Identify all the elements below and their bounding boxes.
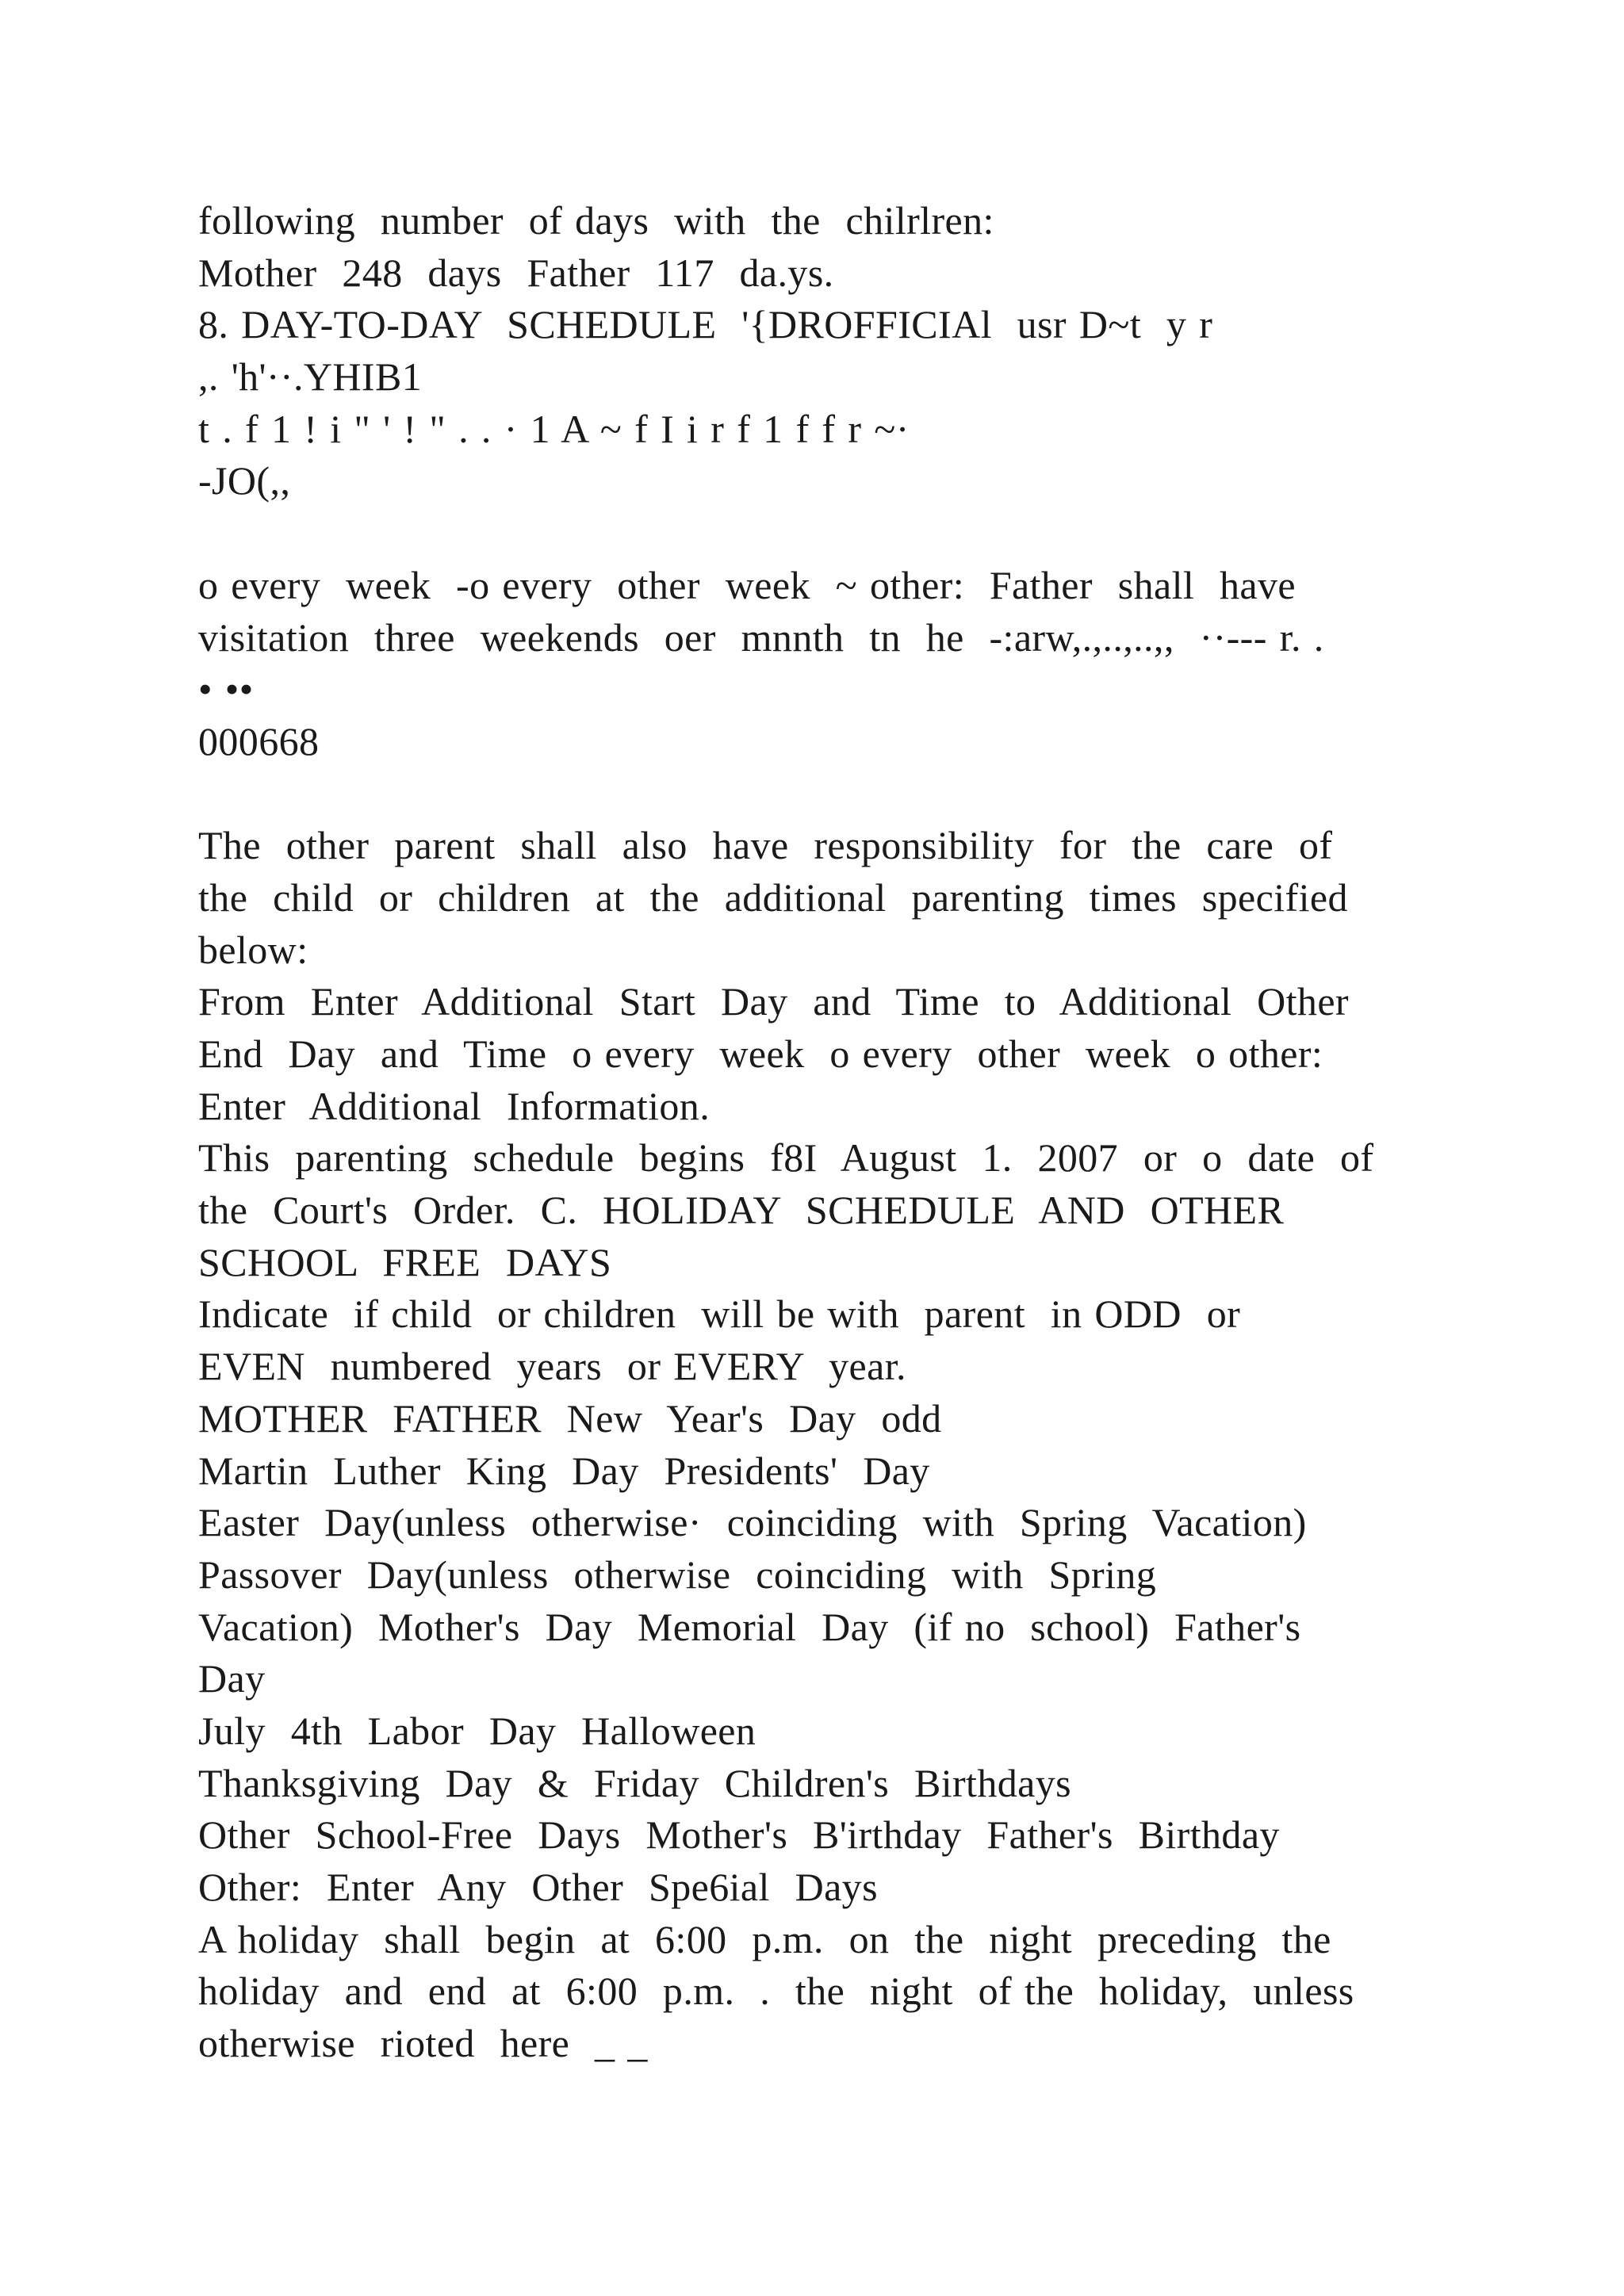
- text-line: Easter Day(unless otherwise· coinciding with Spring Vacation): [198, 1500, 1307, 1545]
- text-line: From Enter Additional Start Day and Time to Additional Other: [198, 979, 1349, 1024]
- text-line: Passover Day(unless otherwise coinciding with Spring: [198, 1552, 1157, 1597]
- text-line: Enter Additional Information.: [198, 1083, 710, 1128]
- text-line: the child or children at the additional parenting times specified: [198, 874, 1348, 920]
- text-line: otherwise rioted here _ _: [198, 2021, 648, 2066]
- text-line: holiday and end at 6:00 p.m. . the night of the holiday, unless: [198, 1969, 1354, 2014]
- text-line: EVEN numbered years or EVERY year.: [198, 1344, 906, 1389]
- text-line: following number of days with the chilrlren:: [198, 198, 994, 243]
- text-line: The other parent shall also have responsibility for the care of: [198, 823, 1333, 868]
- text-line: ,. 'h'··.YHIB1: [198, 354, 423, 400]
- text-line: Indicate if child or children will be with parent in ODD or: [198, 1292, 1241, 1337]
- text-line: MOTHER FATHER New Year's Day odd: [198, 1395, 942, 1441]
- text-line: • ••: [198, 667, 254, 712]
- text-line: This parenting schedule begins f8I August 1. 2007 or o date of: [198, 1135, 1374, 1181]
- blank-line: [198, 768, 1435, 821]
- text-line: visitation three weekends oer mnnth tn he -:arw,.,..,..,, ··--- r. .: [198, 614, 1324, 660]
- text-line: SCHOOL FREE DAYS: [198, 1239, 612, 1284]
- text-line: July 4th Labor Day Halloween: [198, 1708, 756, 1753]
- text-line: below:: [198, 927, 308, 972]
- text-line: 8. DAY-TO-DAY SCHEDULE '{DROFFICIAl usr D~t y r: [198, 302, 1213, 347]
- text-line: Mother 248 days Father 117 da.ys.: [198, 250, 834, 295]
- text-line: Thanksgiving Day & Friday Children's Birthdays: [198, 1760, 1071, 1805]
- text-line: -JO(,,: [198, 458, 291, 503]
- text-line: Other: Enter Any Other Spe6ial Days: [198, 1865, 878, 1909]
- text-line: Other School-Free Days Mother's B'irthday Father's Birthday: [198, 1812, 1280, 1858]
- text-line: End Day and Time o every week o every other week o other:: [198, 1031, 1323, 1076]
- text-line: Vacation) Mother's Day Memorial Day (if no school) Father's: [198, 1604, 1301, 1649]
- text-line: A holiday shall begin at 6:00 p.m. on the night preceding the: [198, 1916, 1331, 1961]
- blank-line: [198, 507, 1435, 560]
- text-line: t . f 1 ! i " ' ! " . . · 1 A ~ f I i r f 1 f f r ~·: [198, 406, 910, 451]
- text-line: Day: [198, 1656, 266, 1701]
- text-line: 000668: [198, 718, 320, 763]
- text-line: o every week -o every other week ~ other: Father shall have: [198, 562, 1296, 607]
- text-line: the Court's Order. C. HOLIDAY SCHEDULE AND OTHER: [198, 1188, 1285, 1233]
- document-body: [198, 195, 1435, 2070]
- text-line: Martin Luther King Day Presidents' Day: [198, 1448, 930, 1493]
